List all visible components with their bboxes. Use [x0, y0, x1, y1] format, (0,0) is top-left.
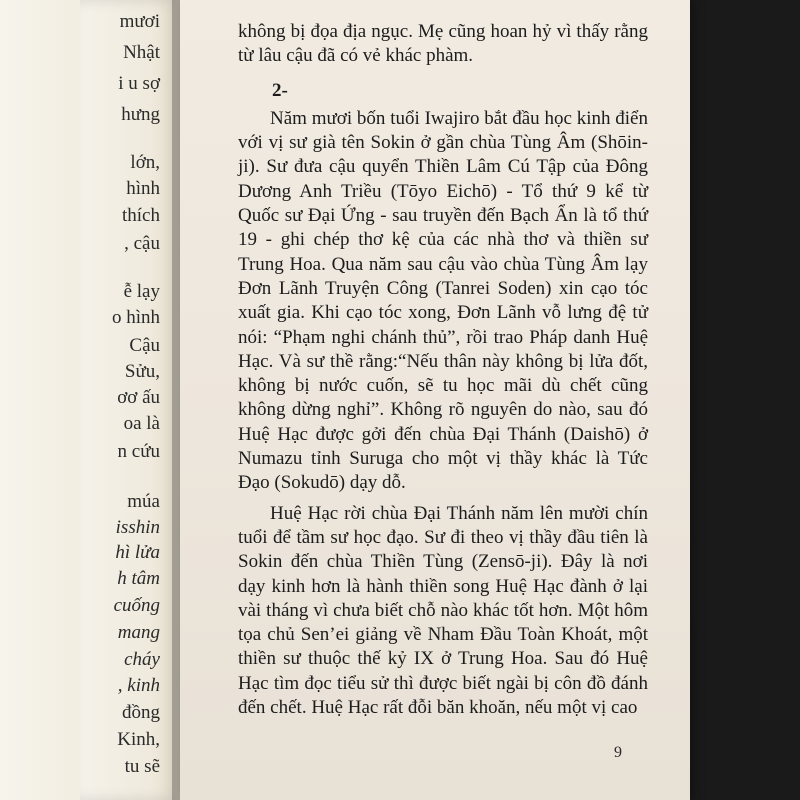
book-page: [180, 0, 690, 800]
left-page-line: múa: [127, 491, 160, 512]
page-text: [238, 20, 648, 720]
left-page-line: thích: [122, 205, 160, 226]
left-page-line: tu sẽ: [124, 756, 160, 777]
left-page-line: mươi: [119, 11, 160, 32]
left-page-line: hưng: [121, 104, 160, 125]
left-page-line: lớn,: [130, 152, 160, 173]
left-page-line: ơơ ấu: [117, 387, 160, 408]
left-page-line: i u sợ: [118, 73, 160, 94]
left-page-line: ễ lạy: [123, 281, 160, 302]
left-page-line: cuống: [113, 595, 160, 616]
left-page-line: h tâm: [117, 568, 160, 589]
section-number: 2-: [272, 79, 288, 101]
paragraph: Huệ Hạc rời chùa Đại Thánh năm lên mười chín tuổi để tầm sư học đạo. Sư đi theo vị thầy đầu tiên là Sokin đến chùa Thiền Tùng (Zensō-ji). Đây là nơi dạy kinh hơn là hành thiền song Huệ Hạc đành ở lại vài tháng vì chưa biết chỗ nào khác tốt hơn. Một hôm tọa chủ Sen’ei giảng về Nham Đầu Toàn Khoát, một thiền sư thuộc thế kỷ IX ở Trung Hoa. Sau đó Huệ Hạc tìm đọc tiểu sử thì được biết ngài bị côn đồ đánh đến chết. Huệ Hạc rất đỗi băn khoăn, nếu một vị cao: [238, 502, 648, 719]
left-page-line: n cứu: [117, 441, 160, 462]
left-page-line: , kinh: [117, 675, 160, 696]
left-page-line: oa là: [123, 413, 160, 434]
left-page-line: mang: [117, 622, 160, 643]
left-page-line: hì lửa: [115, 542, 160, 563]
previous-page-strip: [80, 0, 180, 800]
left-page-line: isshin: [115, 517, 160, 538]
left-page-line: Sửu,: [124, 361, 160, 382]
left-page-line: đồng: [122, 702, 160, 723]
left-page-line: , cậu: [124, 233, 160, 254]
paragraph-continuation: không bị đọa địa ngục. Mẹ cũng hoan hỷ vì thấy rằng từ lâu cậu đã có vẻ khác phàm.: [238, 21, 648, 67]
paragraph: Năm mươi bốn tuổi Iwajiro bắt đầu học kinh điển với vị sư già tên Sokin ở gần chùa Tùng Âm (Shōin-ji). Sư đưa cậu quyển Thiền Lâm Cú Tập của Đông Dương Anh Triều (Tōyo Eichō) - Tổ thứ 9 kể từ Quốc sư Đại Ứng - sau truyền đến Bạch Ẩn là tổ thứ 19 - ghi chép thơ kệ của các nhà thơ và thiền sư Trung Hoa. Qua năm sau cậu vào chùa Tùng Âm lạy Đơn Lãnh Truyện Công (Tanrei Soden) xin cạo tóc xuất gia. Khi cạo tóc xong, Đơn Lãnh vỗ lưng đệ tử nói: “Phạm nghi chánh thủ”, rồi trao Pháp danh Huệ Hạc. Và sư thề rằng:“Nếu thân này không bị lửa đốt, không bị nước cuốn, sẽ tu học mãi dù chết cũng không dừng nghỉ”. Không rõ nguyên do nào, sau đó Huệ Hạc được gởi đến chùa Đại Thánh (Daishō) ở Numazu tỉnh Suruga cho một vị thầy khác là Tức Đạo (Sokudō) dạy dỗ.: [238, 107, 648, 494]
left-page-line: Cậu: [129, 335, 160, 356]
left-page-line: Nhật: [123, 42, 160, 63]
page-number: 9: [614, 744, 622, 761]
left-page-line: cháy: [124, 649, 160, 670]
left-page-line: Kinh,: [117, 729, 160, 750]
background-right: [690, 0, 800, 800]
left-page-line: o hình: [111, 307, 160, 328]
left-page-line: hình: [126, 178, 160, 199]
